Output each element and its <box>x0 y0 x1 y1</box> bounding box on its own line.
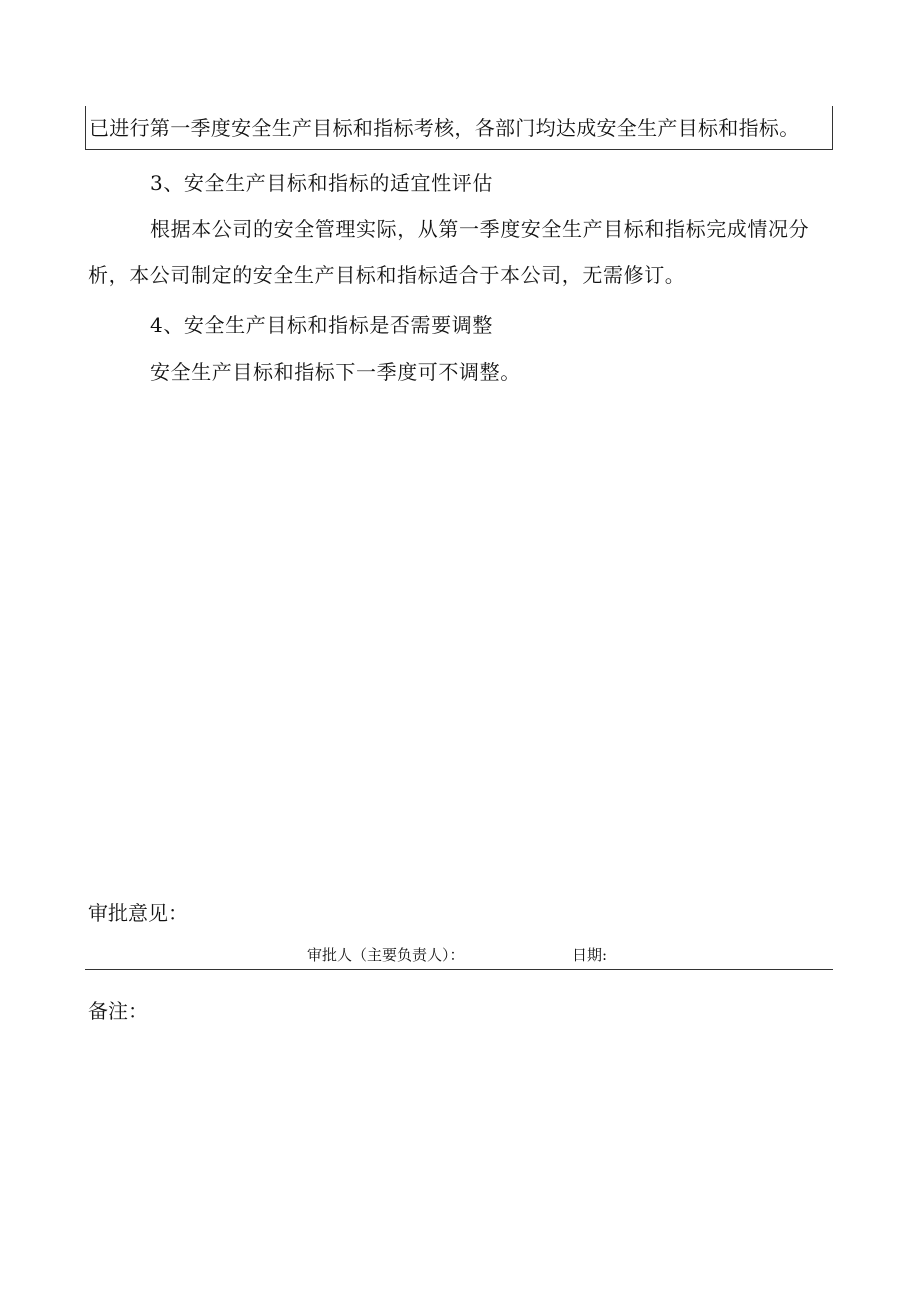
assessment-result-line: 已进行第一季度安全生产目标和指标考核，各部门均达成安全生产目标和指标。 <box>85 106 833 150</box>
approver-label: 审批人（主要负责人）： <box>307 946 465 964</box>
section-4-body: 安全生产目标和指标下一季度可不调整。 <box>150 360 521 384</box>
section-3-heading: 3、安全生产目标和指标的适宜性评估 <box>150 171 493 195</box>
section-3-body: 根据本公司的安全管理实际，从第一季度安全生产目标和指标完成情况分析，本公司制定的安全生产目标和指标适合于本公司，无需修订。 <box>88 217 810 287</box>
approval-opinion-label: 审批意见： <box>88 901 188 925</box>
section-4-heading: 4、安全生产目标和指标是否需要调整 <box>150 313 493 337</box>
signature-row <box>85 942 833 970</box>
date-label: 日期: <box>572 946 608 964</box>
remarks-label: 备注： <box>88 999 148 1023</box>
